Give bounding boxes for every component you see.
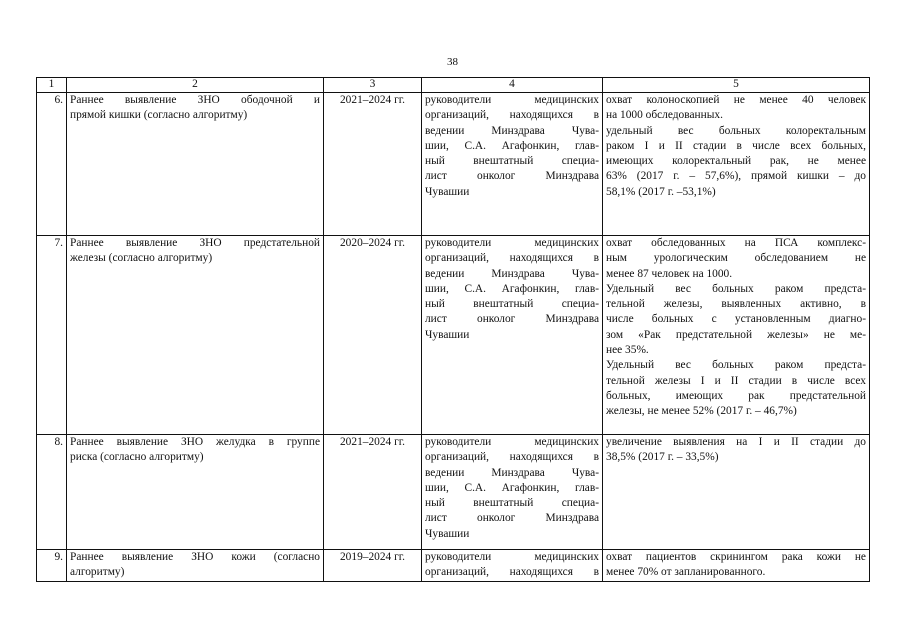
- indicator-cell: [603, 435, 870, 550]
- text-line: увеличение выявления на I и II стадии до: [606, 436, 866, 448]
- text-line: нее 35%.: [606, 344, 649, 357]
- responsible-cell: [422, 236, 603, 435]
- text-line: больных, имеющих рак предстательной: [606, 389, 866, 402]
- table-row: [37, 236, 870, 435]
- text-line: Удельный вес больных раком предста-: [606, 282, 866, 295]
- text-line: Чувашии: [425, 328, 470, 341]
- text-line: шии, С.А. Агафонкин, глав-: [425, 481, 599, 494]
- text-line: охват обследованных на ПСА комплекс-: [606, 237, 866, 249]
- text-line: шии, С.А. Агафонкин, глав-: [425, 282, 599, 295]
- text-line: алгоритму): [70, 566, 125, 579]
- text-line: раком I и II стадии в числе всех больных,: [606, 139, 866, 152]
- text-line: риска (согласно алгоритму): [70, 451, 204, 464]
- text-line: удельный вес больных колоректальным: [606, 124, 866, 137]
- text-line: Удельный вес больных раком предста-: [606, 359, 866, 372]
- row-number: 7.: [37, 236, 67, 435]
- text-line: 58,1% (2017 г. –53,1%): [606, 185, 716, 198]
- row-number: 8.: [37, 435, 67, 550]
- text-line: шии, С.А. Агафонкин, глав-: [425, 139, 599, 152]
- term-cell: 2021–2024 гг.: [324, 435, 422, 550]
- text-line: лист онколог Минздрава: [425, 170, 599, 183]
- event-cell: [67, 93, 324, 236]
- event-cell: [67, 435, 324, 550]
- text-line: организаций, находящихся в: [425, 566, 599, 579]
- table-header-row: [37, 78, 870, 93]
- text-line: руководители медицинских: [425, 436, 599, 448]
- term-cell: 2021–2024 гг.: [324, 93, 422, 236]
- responsible-cell: [422, 93, 603, 236]
- indicator-cell: [603, 550, 870, 582]
- text-line: ведении Минздрава Чува-: [425, 466, 599, 479]
- text-line: имеющих колоректальный рак, не менее: [606, 155, 866, 168]
- text-line: на 1000 обследованных.: [606, 109, 723, 122]
- text-line: Раннее выявление ЗНО предстательной: [70, 237, 320, 249]
- measures-table: [36, 77, 870, 582]
- term-cell: 2020–2024 гг.: [324, 236, 422, 435]
- text-line: Чувашии: [425, 185, 470, 198]
- text-line: Чувашии: [425, 527, 470, 540]
- table-row: [37, 93, 870, 236]
- text-line: ный внештатный специа-: [425, 298, 599, 311]
- text-line: руководители медицинских: [425, 237, 599, 249]
- column-header-2: 2: [67, 78, 324, 93]
- responsible-cell: [422, 550, 603, 582]
- text-line: руководители медицинских: [425, 94, 599, 106]
- column-header-1: 1: [37, 78, 67, 93]
- table-row: [37, 550, 870, 582]
- indicator-cell: [603, 236, 870, 435]
- text-line: Раннее выявление ЗНО кожи (согласно: [70, 551, 320, 563]
- text-line: организаций, находящихся в: [425, 109, 599, 122]
- text-line: железы, не менее 52% (2017 г. – 46,7%): [606, 405, 797, 418]
- text-line: менее 70% от запланированного.: [606, 566, 766, 579]
- text-line: организаций, находящихся в: [425, 252, 599, 265]
- text-line: зом «Рак предстательной железы» не ме-: [606, 328, 866, 341]
- text-line: лист онколог Минздрава: [425, 313, 599, 326]
- text-line: менее 87 человек на 1000.: [606, 267, 733, 280]
- text-line: ведении Минздрава Чува-: [425, 124, 599, 137]
- row-number: 9.: [37, 550, 67, 582]
- text-line: охват пациентов скринингом рака кожи не: [606, 551, 866, 563]
- text-line: 38,5% (2017 г. – 33,5%): [606, 451, 719, 464]
- text-line: тельной железы, выявленных активно, в: [606, 298, 866, 311]
- text-line: железы (согласно алгоритму): [70, 252, 213, 265]
- responsible-cell: [422, 435, 603, 550]
- page-number: 38: [447, 56, 458, 68]
- text-line: Раннее выявление ЗНО желудка в группе: [70, 436, 320, 448]
- term-cell: 2019–2024 гг.: [324, 550, 422, 582]
- table-row: [37, 435, 870, 550]
- text-line: ным урологическим обследованием не: [606, 252, 866, 265]
- column-header-4: 4: [422, 78, 603, 93]
- text-line: 63% (2017 г. – 57,6%), прямой кишки – до: [606, 170, 866, 183]
- text-line: охват колоноскопией не менее 40 человек: [606, 94, 866, 106]
- text-line: прямой кишки (согласно алгоритму): [70, 109, 248, 122]
- column-header-3: 3: [324, 78, 422, 93]
- text-line: руководители медицинских: [425, 551, 599, 563]
- event-cell: [67, 550, 324, 582]
- column-header-5: 5: [603, 78, 870, 93]
- event-cell: [67, 236, 324, 435]
- text-line: Раннее выявление ЗНО ободочной и: [70, 94, 320, 106]
- row-number: 6.: [37, 93, 67, 236]
- text-line: организаций, находящихся в: [425, 451, 599, 464]
- text-line: ный внештатный специа-: [425, 155, 599, 168]
- text-line: ведении Минздрава Чува-: [425, 267, 599, 280]
- text-line: тельной железы I и II стадии в числе всех: [606, 374, 866, 387]
- text-line: числе больных с установленным диагно-: [606, 313, 866, 326]
- text-line: лист онколог Минздрава: [425, 512, 599, 525]
- text-line: ный внештатный специа-: [425, 497, 599, 510]
- indicator-cell: [603, 93, 870, 236]
